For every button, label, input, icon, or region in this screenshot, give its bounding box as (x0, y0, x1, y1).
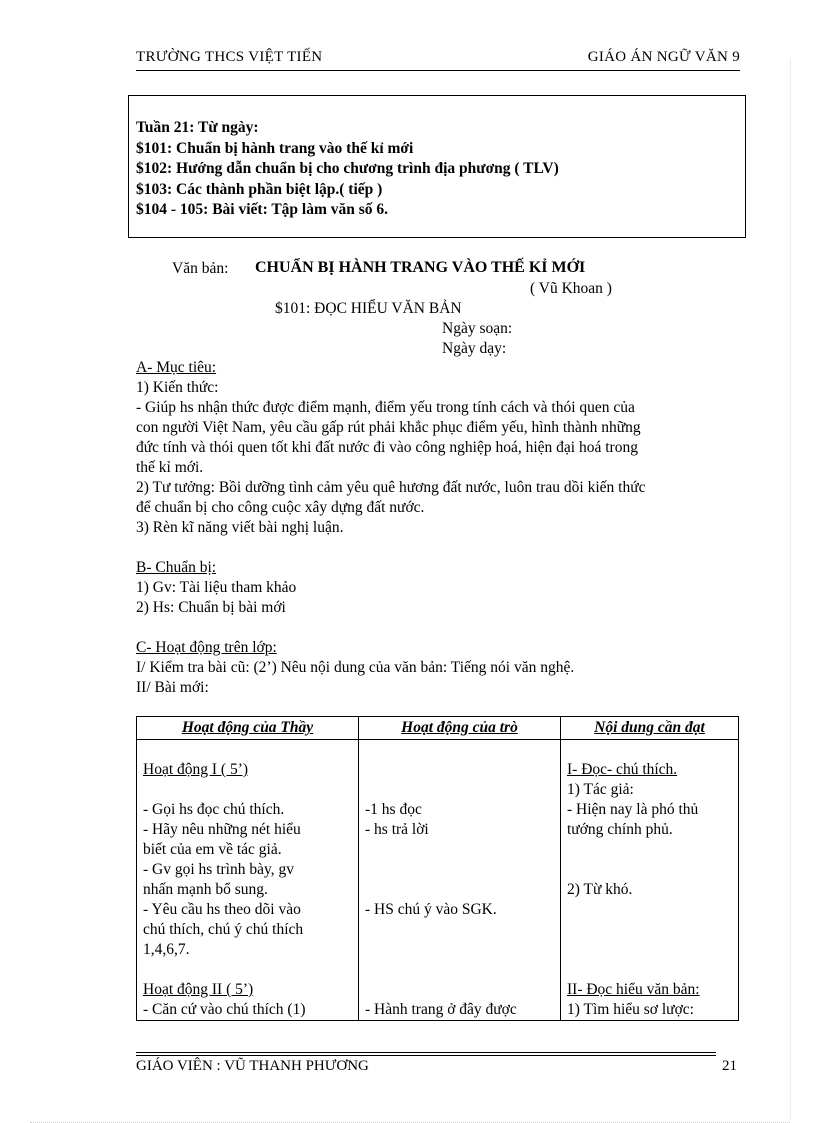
content-line: 1) Tác giả: (567, 781, 634, 798)
blank-line (143, 960, 352, 980)
section-a-line: - Giúp hs nhận thức được điểm mạnh, điểm yếu trong tính cách và thói quen của (136, 399, 635, 416)
blank-line (567, 740, 732, 760)
header-divider (136, 70, 740, 71)
lesson-title: $101: ĐỌC HIỂU VĂN BẢN (275, 300, 462, 317)
footer-divider (136, 1052, 716, 1053)
teacher-activity-cell (137, 740, 359, 1021)
lesson-activity-table (136, 716, 739, 1021)
content-heading-2: II- Đọc hiểu văn bản: (567, 981, 700, 998)
blank-line (567, 960, 732, 980)
column-header-teacher: Hoạt động của Thầy (137, 717, 359, 740)
date-compose: Ngày soạn: (442, 320, 513, 337)
header-subject: GIÁO ÁN NGỮ VĂN 9 (587, 49, 740, 65)
text-title: CHUẨN BỊ HÀNH TRANG VÀO THẾ KỈ MỚI (255, 259, 586, 276)
spacer (136, 538, 736, 558)
section-b-heading: B- Chuẩn bị: (136, 559, 217, 576)
table-row (137, 740, 739, 1021)
teacher-line: nhấn mạnh bổ sung. (143, 881, 268, 898)
teacher-line: 1,4,6,7. (143, 941, 190, 958)
blank-line (365, 760, 554, 780)
content-line: tướng chính phủ. (567, 821, 673, 838)
blank-line (365, 780, 554, 800)
footer-divider (136, 1055, 716, 1056)
section-a-line: 1) Kiến thức: (136, 379, 219, 396)
page-number: 21 (722, 1058, 737, 1074)
blank-line (365, 940, 554, 960)
blank-line (365, 960, 554, 980)
week-line: $104 - 105: Bài viết: Tập làm văn số 6. (136, 201, 389, 218)
week-line: $102: Hướng dẫn chuẩn bị cho chương trình địa phương ( TLV) (136, 160, 559, 177)
page-edge (790, 60, 791, 1120)
blank-line (365, 860, 554, 880)
table-header-row (137, 717, 739, 740)
section-a-line: 3) Rèn kĩ năng viết bài nghị luận. (136, 519, 344, 536)
section-a-line: 2) Tư tưởng: Bồi dưỡng tình cảm yêu quê hương đất nước, luôn trau dồi kiến thức (136, 479, 646, 496)
student-line: - HS chú ý vào SGK. (365, 901, 497, 918)
content-line: 1) Tìm hiểu sơ lược: (567, 1001, 694, 1018)
column-header-student: Hoạt động của trò (359, 717, 561, 740)
section-b-line: 1) Gv: Tài liệu tham khảo (136, 579, 297, 596)
blank-line (567, 920, 732, 940)
week-schedule-lines (136, 118, 559, 221)
blank-line (365, 880, 554, 900)
week-line: $101: Chuẩn bị hành trang vào thế kỉ mới (136, 139, 414, 157)
teacher-line: - Yêu cầu hs theo dõi vào (143, 901, 301, 918)
text-author: ( Vũ Khoan ) (530, 280, 612, 297)
teacher-line: - Căn cứ vào chú thích (1) (143, 1001, 306, 1018)
section-a-line: đức tính và thói quen tốt khi đất nước đi vào công nghiệp hoá, hiện đại hoá trong (136, 439, 638, 456)
teacher-line: - Gv gọi hs trình bày, gv (143, 861, 294, 878)
teacher-line: biết của em về tác giả. (143, 841, 282, 858)
activity-1-heading: Hoạt động I ( 5’) (143, 761, 249, 778)
section-a-line: thế kỉ mới. (136, 459, 204, 476)
section-a-heading: A- Mục tiêu: (136, 359, 217, 376)
section-c-line: II/ Bài mới: (136, 679, 209, 696)
blank-line (143, 780, 352, 800)
blank-line (567, 840, 732, 860)
content-line: - Hiện nay là phó thủ (567, 801, 699, 818)
lesson-body (136, 358, 736, 698)
blank-line (567, 940, 732, 960)
section-b-line: 2) Hs: Chuẩn bị bài mới (136, 599, 286, 616)
section-a-line: để chuẩn bị cho công cuộc xây dựng đất nước. (136, 499, 425, 516)
week-line: $103: Các thành phần biệt lập.( tiếp ) (136, 180, 383, 198)
blank-line (365, 980, 554, 1000)
blank-line (365, 920, 554, 940)
text-label: Văn bản: (172, 260, 229, 277)
column-header-content: Nội dung cần đạt (561, 717, 739, 740)
footer-teacher: GIÁO VIÊN : VŨ THANH PHƯƠNG (136, 1058, 369, 1074)
teacher-line: - Hãy nêu những nét hiểu (143, 821, 301, 838)
teacher-line: chú thích, chú ý chú thích (143, 921, 304, 938)
student-activity-cell (359, 740, 561, 1021)
activity-2-heading: Hoạt động II ( 5’) (143, 981, 254, 998)
content-line: 2) Từ khó. (567, 881, 633, 898)
teacher-line: - Gọi hs đọc chú thích. (143, 801, 285, 818)
blank-line (567, 860, 732, 880)
blank-line (567, 900, 732, 920)
section-c-line: I/ Kiểm tra bài cũ: (2’) Nêu nội dung của văn bản: Tiếng nói văn nghệ. (136, 659, 575, 676)
blank-line (143, 740, 352, 760)
blank-line (365, 740, 554, 760)
content-heading-1: I- Đọc- chú thích. (567, 761, 678, 778)
student-line: - Hành trang ở đây được (365, 1001, 517, 1018)
section-c-heading: C- Hoạt động trên lớp: (136, 639, 277, 656)
student-line: -1 hs đọc (365, 801, 422, 818)
spacer (136, 618, 736, 638)
blank-line (365, 840, 554, 860)
week-line: Tuần 21: Từ ngày: (136, 119, 259, 136)
header-school: TRƯỜNG THCS VIỆT TIẾN (136, 49, 323, 65)
section-a-line: con người Việt Nam, yêu cầu gấp rút phải khắc phục điểm yếu, hình thành những (136, 419, 641, 436)
content-cell (561, 740, 739, 1021)
student-line: - hs trả lời (365, 821, 429, 838)
date-teach: Ngày dạy: (442, 340, 507, 357)
